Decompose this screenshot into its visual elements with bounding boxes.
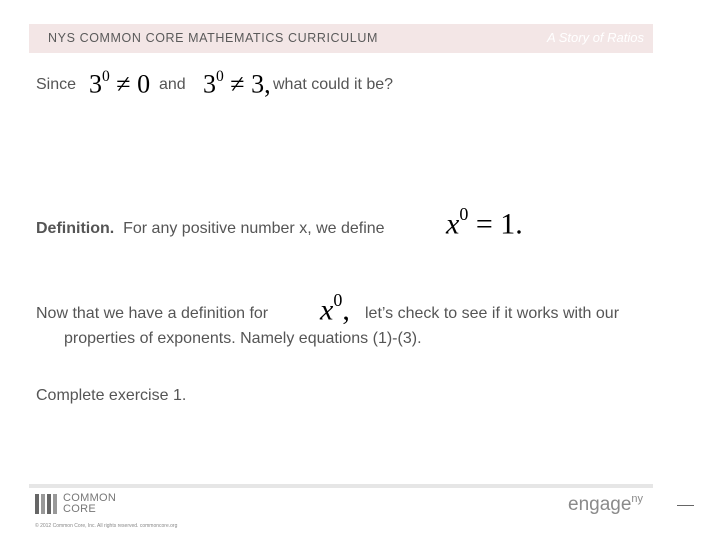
- footer-rule: [29, 484, 653, 488]
- definition-equation: $x^0 = 1$.: [446, 204, 523, 241]
- common-core-logo: [35, 494, 125, 516]
- definition-text: For any positive number x, we define: [123, 220, 385, 237]
- and-label: and: [159, 76, 186, 93]
- copyright-notice: © 2012 Common Core, Inc. All rights reserved. commoncore.org: [35, 523, 178, 529]
- definition-label: Definition.: [36, 220, 115, 237]
- now-continuation: let’s check to see if it works with our: [365, 305, 620, 322]
- exercise-instruction: Complete exercise 1.: [36, 387, 187, 404]
- definition-statement: [36, 220, 385, 238]
- now-second-line: properties of exponents. Namely equations (1)-(3).: [64, 330, 422, 347]
- engageny-logo: engage$^{ny}$: [568, 493, 644, 515]
- curriculum-title: NYS COMMON CORE MATHEMATICS CURRICULUM: [48, 31, 378, 45]
- equation-3-pow-0-neq-3: $3^0 \ne 3$,: [203, 68, 271, 99]
- x-pow-0-expression: $x^0$,: [320, 290, 350, 327]
- question-text: what could it be?: [273, 76, 394, 93]
- module-title: A Story of Ratios: [546, 30, 644, 45]
- header-bar: [29, 24, 653, 53]
- now-intro: Now that we have a definition for: [36, 305, 269, 322]
- footer-tick-mark: [677, 505, 694, 506]
- since-label: Since: [36, 76, 77, 93]
- common-core-wordmark: COMMON CORE: [63, 492, 117, 515]
- equation-3-pow-0-neq-0: $3^0 \ne 0$: [89, 68, 151, 99]
